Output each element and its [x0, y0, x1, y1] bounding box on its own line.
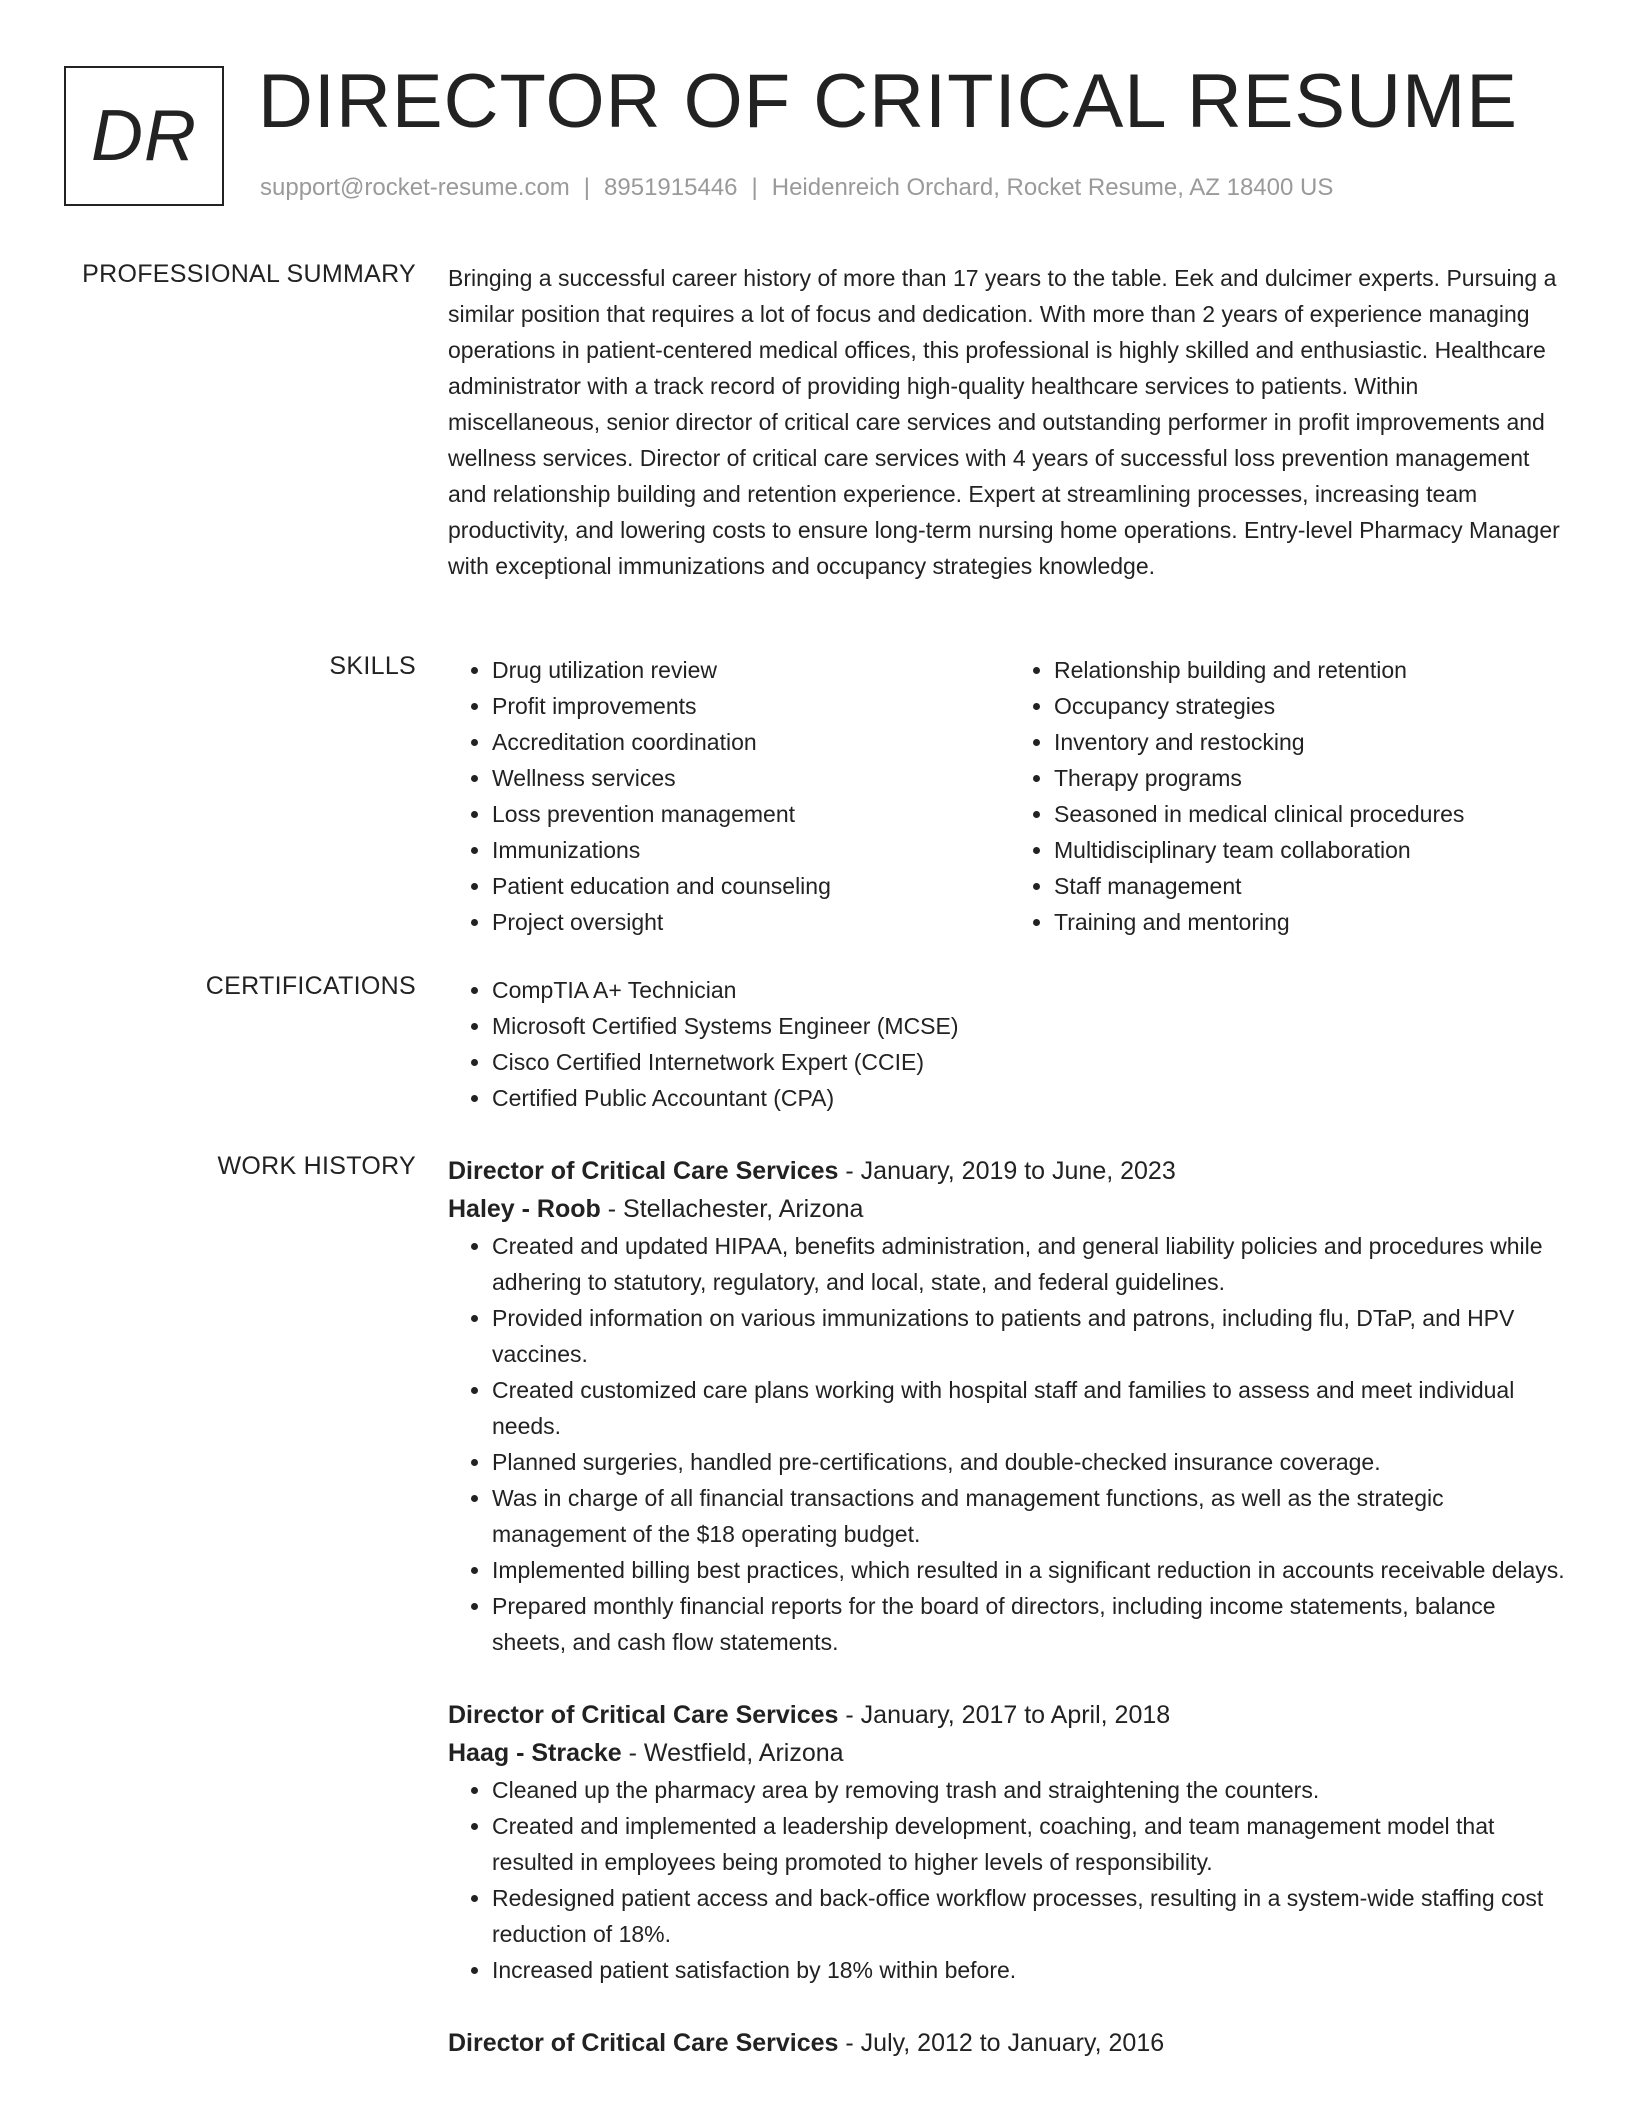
job-title-line [448, 2024, 1572, 2062]
skill-item: • Patient education and counseling [492, 868, 1010, 904]
job-title-line [448, 1696, 1572, 1734]
job-duty: • Increased patient satisfaction by 18% within before. [492, 1952, 1572, 1988]
skill-item: • Drug utilization review [492, 652, 1010, 688]
job-duty: • Implemented billing best practices, which resulted in a significant reduction in accounts receivable delays. [492, 1552, 1572, 1588]
job-dates: - January, 2017 to April, 2018 [838, 1701, 1171, 1729]
skill-item: • Occupancy strategies [1054, 688, 1572, 724]
job-duty: • Planned surgeries, handled pre-certifications, and double-checked insurance coverage. [492, 1444, 1572, 1480]
job-duty: • Provided information on various immunizations to patients and patrons, including flu, DTaP, and HPV vaccines. [492, 1300, 1572, 1372]
job-duty: • Redesigned patient access and back-office workflow processes, resulting in a system-wide staffing cost reduction of 18%. [492, 1880, 1572, 1952]
job-company: Haag - Stracke [448, 1739, 622, 1767]
job-duty: • Created and implemented a leadership development, coaching, and team management model that resulted in employees being promoted to higher levels of responsibility. [492, 1808, 1572, 1880]
job-location: - Westfield, Arizona [621, 1739, 844, 1767]
skill-item: • Profit improvements [492, 688, 1010, 724]
summary-text: Bringing a successful career history of more than 17 years to the table. Eek and dulcimer experts. Pursuing a similar position that requires a lot of focus and dedication. With more than 2 years of experience managing operations in patient-centered medical offices, this professional is highly skilled and enthusiastic. Healthcare administrator with a track record of providing high-quality healthcare services to patients. Within miscellaneous, senior director of critical care services and outstanding performer in profit improvements and wellness services. Director of critical care services with 4 years of successful loss prevention management and relationship building and retention experience. Expert at streamlining processes, increasing team productivity, and lowering costs to ensure long-term nursing home operations. Entry-level Pharmacy Manager with exceptional immunizations and occupancy strategies knowledge. [448, 265, 1560, 579]
job-company-line [448, 1190, 1572, 1228]
job-entry [448, 1696, 1572, 1988]
skill-item: • Project oversight [492, 904, 1010, 940]
skills-columns [448, 652, 1572, 940]
skill-item: • Training and mentoring [1054, 904, 1572, 940]
skill-item: • Loss prevention management [492, 796, 1010, 832]
contact-line [260, 174, 1333, 202]
skill-item: • Accreditation coordination [492, 724, 1010, 760]
contact-separator: | [583, 174, 591, 201]
skill-item: • Seasoned in medical clinical procedures [1054, 796, 1572, 832]
job-title: Director of Critical Care Services [448, 1157, 839, 1185]
skill-item: • Wellness services [492, 760, 1010, 796]
skill-item: • Inventory and restocking [1054, 724, 1572, 760]
job-duties-list [448, 1228, 1572, 1660]
skill-item: • Multidisciplinary team collaboration [1054, 832, 1572, 868]
job-entry [448, 1152, 1572, 1660]
certification-item: • Microsoft Certified Systems Engineer (MCSE) [492, 1008, 1572, 1044]
skill-item: • Staff management [1054, 868, 1572, 904]
job-duty: • Was in charge of all financial transactions and management functions, as well as the strategic management of the $18 operating budget. [492, 1480, 1572, 1552]
certifications-heading: CERTIFICATIONS [205, 972, 416, 1000]
job-duty: • Cleaned up the pharmacy area by removing trash and straightening the counters. [492, 1772, 1572, 1808]
contact-phone[interactable]: 8951915446 [604, 174, 738, 201]
contact-address: Heidenreich Orchard, Rocket Resume, AZ 18400 US [771, 174, 1334, 201]
job-duties-list [448, 1772, 1572, 1988]
job-location: - Stellachester, Arizona [600, 1195, 864, 1223]
skill-item: • Therapy programs [1054, 760, 1572, 796]
summary-heading: PROFESSIONAL SUMMARY [82, 260, 416, 288]
certification-item: • CompTIA A+ Technician [492, 972, 1572, 1008]
work-history-heading: WORK HISTORY [217, 1152, 416, 1180]
certifications-body [448, 972, 1572, 1116]
job-duty: • Prepared monthly financial reports for the board of directors, including income statements, balance sheets, and cash flow statements. [492, 1588, 1572, 1660]
job-company-line [448, 1734, 1572, 1772]
skills-heading: SKILLS [329, 652, 416, 680]
work-history-body [448, 1152, 1572, 2062]
skill-item: • Relationship building and retention [1054, 652, 1572, 688]
resume-title: DIRECTOR OF CRITICAL RESUME [258, 59, 1518, 144]
skills-list-right [1010, 652, 1572, 940]
job-entry [448, 2024, 1572, 2062]
job-title: Director of Critical Care Services [448, 2029, 839, 2057]
job-title: Director of Critical Care Services [448, 1701, 839, 1729]
skill-item: • Immunizations [492, 832, 1010, 868]
certification-item: • Certified Public Accountant (CPA) [492, 1080, 1572, 1116]
contact-separator: | [751, 174, 758, 201]
job-duty: • Created and updated HIPAA, benefits administration, and general liability policies and procedures while adhering to statutory, regulatory, and local, state, and federal guidelines. [492, 1228, 1572, 1300]
contact-email[interactable]: support@rocket-resume.com [260, 174, 570, 201]
job-duty: • Created customized care plans working with hospital staff and families to assess and meet individual needs. [492, 1372, 1572, 1444]
monogram-logo: DR [64, 66, 224, 206]
job-dates: - January, 2019 to June, 2023 [838, 1157, 1176, 1185]
certification-item: • Cisco Certified Internetwork Expert (CCIE) [492, 1044, 1572, 1080]
skills-list-left [448, 652, 1010, 940]
certifications-list [448, 972, 1572, 1116]
job-company: Haley - Roob [448, 1195, 601, 1223]
job-dates: - July, 2012 to January, 2016 [838, 2029, 1165, 2057]
job-title-line [448, 1152, 1572, 1190]
